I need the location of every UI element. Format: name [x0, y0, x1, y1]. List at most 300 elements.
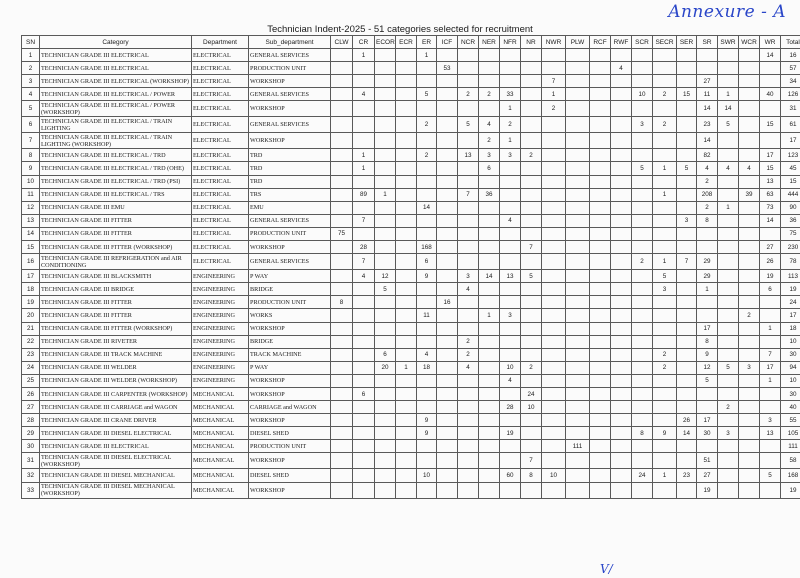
row-value-scr [632, 62, 653, 75]
row-value-ner [479, 296, 500, 309]
row-value-ner [479, 348, 500, 361]
row-value-wr: 27 [760, 241, 781, 254]
row-value-ser [677, 374, 697, 387]
row-sn: 21 [22, 322, 40, 335]
row-sub-department: WORKSHOP [249, 387, 331, 400]
row-value-ecor: 6 [375, 348, 396, 361]
row-value-swr [718, 440, 739, 453]
row-value-sr: 82 [697, 149, 718, 162]
row-value-nwr [542, 296, 566, 309]
column-header-total: Total [781, 36, 800, 49]
row-value-wr: 26 [760, 254, 781, 270]
row-category: TECHNICIAN GRADE III CRANE DRIVER [40, 414, 192, 427]
row-total: 16 [781, 49, 800, 62]
row-value-secr [653, 335, 677, 348]
row-value-ecr [396, 322, 417, 335]
row-value-icf [437, 175, 458, 188]
row-value-rcf [590, 270, 611, 283]
row-value-ecr [396, 214, 417, 227]
row-value-ncr [458, 296, 479, 309]
row-value-rwf [611, 387, 632, 400]
row-value-secr: 2 [653, 348, 677, 361]
column-header-wr: WR [760, 36, 781, 49]
row-value-rwf [611, 309, 632, 322]
row-value-clw [331, 322, 353, 335]
row-value-swr [718, 387, 739, 400]
row-sn: 28 [22, 414, 40, 427]
row-value-swr [718, 348, 739, 361]
row-value-rcf [590, 482, 611, 498]
row-sub-department: WORKSHOP [249, 414, 331, 427]
table-row [22, 227, 800, 240]
row-value-scr: 3 [632, 117, 653, 133]
row-sn: 8 [22, 149, 40, 162]
row-value-ecr [396, 440, 417, 453]
row-value-nfr: 2 [500, 117, 521, 133]
row-department: ELECTRICAL [192, 241, 249, 254]
row-value-plw [566, 62, 590, 75]
row-value-rcf [590, 361, 611, 374]
row-value-ser [677, 401, 697, 414]
row-total: 61 [781, 117, 800, 133]
row-value-nfr [500, 175, 521, 188]
row-department: MECHANICAL [192, 440, 249, 453]
table-row [22, 241, 800, 254]
row-value-ecr [396, 88, 417, 101]
row-department: ELECTRICAL [192, 133, 249, 149]
row-value-sr [697, 227, 718, 240]
row-value-clw [331, 335, 353, 348]
row-value-cr [353, 75, 375, 88]
row-value-icf [437, 75, 458, 88]
row-value-nwr: 7 [542, 75, 566, 88]
row-department: ENGINEERING [192, 348, 249, 361]
row-value-rcf [590, 88, 611, 101]
row-value-rwf [611, 322, 632, 335]
row-department: ELECTRICAL [192, 149, 249, 162]
column-header-department: Department [192, 36, 249, 49]
column-header-wcr: WCR [739, 36, 760, 49]
row-value-rcf [590, 175, 611, 188]
row-value-ecr [396, 469, 417, 482]
row-value-wcr [739, 75, 760, 88]
row-value-ner [479, 62, 500, 75]
row-value-scr [632, 322, 653, 335]
row-value-icf [437, 162, 458, 175]
row-department: ELECTRICAL [192, 214, 249, 227]
row-value-wr: 15 [760, 162, 781, 175]
row-value-nfr [500, 482, 521, 498]
row-value-plw [566, 133, 590, 149]
row-value-cr [353, 133, 375, 149]
row-value-clw [331, 427, 353, 440]
row-value-sr: 29 [697, 270, 718, 283]
row-value-ecr [396, 49, 417, 62]
column-header-icf: ICF [437, 36, 458, 49]
row-value-ner [479, 101, 500, 117]
row-value-wr: 73 [760, 201, 781, 214]
row-value-sr: 5 [697, 374, 718, 387]
row-value-rwf: 4 [611, 62, 632, 75]
row-value-ecor [375, 241, 396, 254]
row-value-icf [437, 214, 458, 227]
row-value-wcr [739, 482, 760, 498]
row-value-cr: 4 [353, 270, 375, 283]
row-value-rwf [611, 214, 632, 227]
row-value-ser [677, 101, 697, 117]
row-value-ecr [396, 296, 417, 309]
row-value-nr [521, 101, 542, 117]
row-value-rwf [611, 414, 632, 427]
row-value-ecr [396, 453, 417, 469]
row-value-cr [353, 335, 375, 348]
row-category: TECHNICIAN GRADE III DIESEL MECHANICAL [40, 469, 192, 482]
row-value-cr [353, 101, 375, 117]
row-total: 123 [781, 149, 800, 162]
column-header-rcf: RCF [590, 36, 611, 49]
table-row [22, 482, 800, 498]
row-sn: 32 [22, 469, 40, 482]
row-value-secr [653, 149, 677, 162]
row-total: 444 [781, 188, 800, 201]
row-value-nwr [542, 270, 566, 283]
row-sub-department: WORKSHOP [249, 374, 331, 387]
row-value-ncr: 2 [458, 88, 479, 101]
row-value-ecor [375, 322, 396, 335]
row-value-wcr [739, 469, 760, 482]
row-value-ner [479, 469, 500, 482]
row-value-wr: 17 [760, 149, 781, 162]
row-value-swr: 1 [718, 201, 739, 214]
row-value-wcr [739, 149, 760, 162]
row-value-wcr [739, 283, 760, 296]
row-value-ser [677, 133, 697, 149]
row-value-ner [479, 427, 500, 440]
row-value-icf [437, 309, 458, 322]
row-value-clw [331, 201, 353, 214]
column-header-nr: NR [521, 36, 542, 49]
row-value-ncr [458, 469, 479, 482]
row-value-ncr [458, 254, 479, 270]
row-value-nwr [542, 361, 566, 374]
row-value-secr: 5 [653, 270, 677, 283]
row-value-swr [718, 414, 739, 427]
row-value-nwr [542, 453, 566, 469]
row-value-swr [718, 175, 739, 188]
row-total: 94 [781, 361, 800, 374]
row-total: 30 [781, 387, 800, 400]
row-value-secr [653, 214, 677, 227]
row-value-secr: 1 [653, 254, 677, 270]
row-sn: 13 [22, 214, 40, 227]
row-category: TECHNICIAN GRADE III CARPENTER (WORKSHOP) [40, 387, 192, 400]
row-value-secr: 2 [653, 88, 677, 101]
row-value-swr: 2 [718, 401, 739, 414]
table-row [22, 62, 800, 75]
row-value-ser [677, 188, 697, 201]
row-value-ncr: 13 [458, 149, 479, 162]
row-value-rcf [590, 49, 611, 62]
row-value-clw: 75 [331, 227, 353, 240]
row-value-sr [697, 62, 718, 75]
row-value-swr [718, 374, 739, 387]
row-value-ecr [396, 283, 417, 296]
row-value-swr [718, 214, 739, 227]
row-value-ser: 15 [677, 88, 697, 101]
row-value-wcr: 39 [739, 188, 760, 201]
row-sn: 23 [22, 348, 40, 361]
row-value-nwr [542, 227, 566, 240]
row-value-ser [677, 201, 697, 214]
row-value-plw [566, 401, 590, 414]
row-value-sr [697, 296, 718, 309]
row-value-er: 6 [417, 254, 437, 270]
row-value-wcr [739, 414, 760, 427]
column-header-swr: SWR [718, 36, 739, 49]
row-sn: 31 [22, 453, 40, 469]
row-value-scr: 5 [632, 162, 653, 175]
row-value-icf [437, 117, 458, 133]
row-sn: 29 [22, 427, 40, 440]
row-value-nfr [500, 414, 521, 427]
row-department: ELECTRICAL [192, 162, 249, 175]
row-value-clw [331, 283, 353, 296]
table-row [22, 75, 800, 88]
row-value-nwr [542, 348, 566, 361]
row-value-ncr: 4 [458, 283, 479, 296]
row-value-plw [566, 254, 590, 270]
row-value-clw [331, 175, 353, 188]
row-value-wr: 14 [760, 49, 781, 62]
row-value-wr [760, 387, 781, 400]
row-sn: 2 [22, 62, 40, 75]
row-value-clw [331, 241, 353, 254]
row-value-nr [521, 49, 542, 62]
row-value-rwf [611, 335, 632, 348]
row-value-nfr: 3 [500, 309, 521, 322]
row-value-icf [437, 482, 458, 498]
row-value-nwr [542, 162, 566, 175]
row-value-ner [479, 335, 500, 348]
row-sn: 7 [22, 133, 40, 149]
row-value-clw [331, 188, 353, 201]
row-value-sr: 17 [697, 414, 718, 427]
row-value-cr: 89 [353, 188, 375, 201]
row-value-er: 2 [417, 117, 437, 133]
table-row [22, 453, 800, 469]
row-value-scr [632, 453, 653, 469]
row-total: 105 [781, 427, 800, 440]
row-value-plw [566, 361, 590, 374]
row-value-secr [653, 322, 677, 335]
row-total: 10 [781, 374, 800, 387]
row-value-wr [760, 133, 781, 149]
row-value-ser: 26 [677, 414, 697, 427]
row-value-cr [353, 414, 375, 427]
row-value-plw [566, 101, 590, 117]
row-sn: 20 [22, 309, 40, 322]
row-value-clw [331, 309, 353, 322]
row-value-secr [653, 201, 677, 214]
row-value-wcr: 4 [739, 162, 760, 175]
row-value-er [417, 75, 437, 88]
row-value-nfr: 19 [500, 427, 521, 440]
row-sub-department: TRD [249, 175, 331, 188]
row-value-wr: 40 [760, 88, 781, 101]
row-value-swr [718, 322, 739, 335]
row-value-scr [632, 414, 653, 427]
row-value-rwf [611, 241, 632, 254]
row-value-ner [479, 401, 500, 414]
row-sn: 14 [22, 227, 40, 240]
row-value-nfr [500, 162, 521, 175]
row-category: TECHNICIAN GRADE III ELECTRICAL (WORKSHOP) [40, 75, 192, 88]
row-value-ser [677, 482, 697, 498]
row-value-ser: 14 [677, 427, 697, 440]
row-sub-department: GENERAL SERVICES [249, 214, 331, 227]
row-value-plw [566, 414, 590, 427]
row-value-rwf [611, 175, 632, 188]
row-value-plw [566, 374, 590, 387]
row-value-icf [437, 241, 458, 254]
row-value-er: 168 [417, 241, 437, 254]
row-value-rcf [590, 296, 611, 309]
table-row [22, 101, 800, 117]
row-value-icf [437, 387, 458, 400]
row-category: TECHNICIAN GRADE III FITTER [40, 296, 192, 309]
row-value-clw [331, 348, 353, 361]
row-value-clw [331, 49, 353, 62]
row-value-sr: 19 [697, 482, 718, 498]
row-value-nfr [500, 453, 521, 469]
row-value-scr [632, 214, 653, 227]
column-header-ner: NER [479, 36, 500, 49]
row-sn: 30 [22, 440, 40, 453]
row-total: 113 [781, 270, 800, 283]
row-value-ser [677, 387, 697, 400]
row-value-er [417, 133, 437, 149]
row-value-er: 14 [417, 201, 437, 214]
row-value-ser: 3 [677, 214, 697, 227]
row-value-swr [718, 335, 739, 348]
row-value-icf [437, 427, 458, 440]
row-value-ncr: 3 [458, 270, 479, 283]
row-value-ecr [396, 270, 417, 283]
row-value-ser [677, 149, 697, 162]
row-sub-department: WORKSHOP [249, 322, 331, 335]
row-value-ser [677, 348, 697, 361]
row-sub-department: TRD [249, 162, 331, 175]
row-value-plw [566, 335, 590, 348]
row-value-swr: 1 [718, 88, 739, 101]
row-value-ecor [375, 309, 396, 322]
row-value-ecr [396, 149, 417, 162]
table-row [22, 414, 800, 427]
row-value-nr [521, 201, 542, 214]
row-sn: 10 [22, 175, 40, 188]
row-value-clw [331, 414, 353, 427]
row-category: TECHNICIAN GRADE III ELECTRICAL / TRD (OHE) [40, 162, 192, 175]
row-value-nwr [542, 188, 566, 201]
row-value-ecr [396, 374, 417, 387]
row-value-nr: 2 [521, 361, 542, 374]
row-value-nwr [542, 322, 566, 335]
row-value-ecr [396, 75, 417, 88]
row-value-clw [331, 387, 353, 400]
row-value-nr: 2 [521, 149, 542, 162]
row-value-cr [353, 440, 375, 453]
row-value-nfr: 3 [500, 149, 521, 162]
row-value-clw [331, 401, 353, 414]
row-value-nfr [500, 62, 521, 75]
row-value-wr [760, 401, 781, 414]
row-value-icf [437, 453, 458, 469]
row-value-wcr [739, 241, 760, 254]
row-category: TECHNICIAN GRADE III REFRIGERATION and AIR CONDITIONING [40, 254, 192, 270]
row-value-rcf [590, 188, 611, 201]
row-value-scr [632, 283, 653, 296]
row-category: TECHNICIAN GRADE III WELDER [40, 361, 192, 374]
row-value-ser [677, 440, 697, 453]
table-row [22, 440, 800, 453]
row-department: ELECTRICAL [192, 75, 249, 88]
table-row [22, 88, 800, 101]
row-value-cr [353, 62, 375, 75]
row-total: 75 [781, 227, 800, 240]
row-category: TECHNICIAN GRADE III FITTER [40, 309, 192, 322]
row-value-ner: 36 [479, 188, 500, 201]
row-total: 126 [781, 88, 800, 101]
row-category: TECHNICIAN GRADE III ELECTRICAL / POWER [40, 88, 192, 101]
row-value-ncr [458, 162, 479, 175]
column-header-nwr: NWR [542, 36, 566, 49]
row-total: 30 [781, 348, 800, 361]
row-department: ELECTRICAL [192, 101, 249, 117]
row-value-ecr [396, 401, 417, 414]
table-body [22, 49, 800, 499]
row-value-wcr [739, 201, 760, 214]
row-value-wr: 63 [760, 188, 781, 201]
row-total: 90 [781, 201, 800, 214]
row-value-ncr [458, 322, 479, 335]
row-value-er: 1 [417, 49, 437, 62]
row-sn: 26 [22, 387, 40, 400]
row-value-ser: 5 [677, 162, 697, 175]
row-value-rcf [590, 149, 611, 162]
row-value-wr: 1 [760, 322, 781, 335]
row-value-clw: 8 [331, 296, 353, 309]
row-sub-department: DIESEL SHED [249, 469, 331, 482]
row-sub-department: TRACK MACHINE [249, 348, 331, 361]
row-value-nr [521, 322, 542, 335]
row-value-rwf [611, 270, 632, 283]
row-value-rcf [590, 309, 611, 322]
row-value-ser [677, 270, 697, 283]
row-value-wr: 13 [760, 427, 781, 440]
row-sn: 27 [22, 401, 40, 414]
row-value-ner [479, 361, 500, 374]
row-value-ecr [396, 387, 417, 400]
row-value-icf [437, 201, 458, 214]
row-value-secr [653, 440, 677, 453]
row-value-secr: 3 [653, 283, 677, 296]
row-value-cr [353, 227, 375, 240]
table-row [22, 401, 800, 414]
row-value-sr: 8 [697, 214, 718, 227]
row-value-ncr [458, 241, 479, 254]
row-category: TECHNICIAN GRADE III FITTER (WORKSHOP) [40, 322, 192, 335]
row-value-ner [479, 75, 500, 88]
